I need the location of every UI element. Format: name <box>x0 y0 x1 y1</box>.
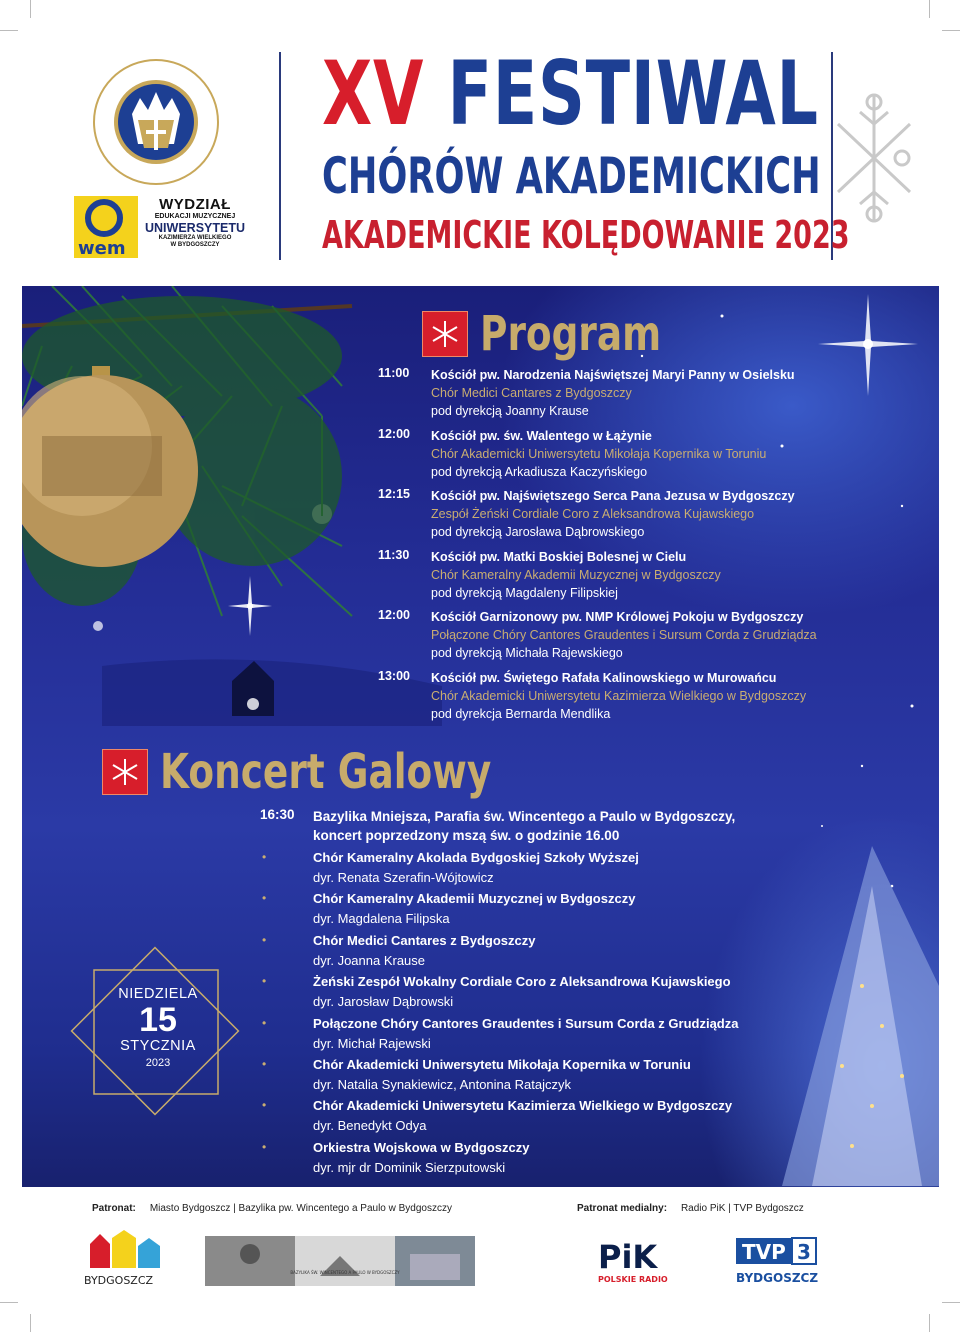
date-weekday: NIEDZIELA <box>118 986 198 1002</box>
program-item <box>378 548 898 609</box>
gala-venue-line1: Bazylika Mniejsza, Parafia św. Wincentego a Paulo w Bydgoszczy, <box>313 809 736 824</box>
gala-director: dyr. Renata Szerafin-Wójtowicz <box>313 870 494 885</box>
date-day: 15 <box>139 1001 177 1039</box>
date-month: STYCZNIA <box>120 1038 196 1054</box>
gala-item <box>260 972 820 1013</box>
gala-venue <box>313 807 833 845</box>
program-conductor: pod dyrekcją Jarosława Dąbrowskiego <box>431 525 645 539</box>
program-choir: Połączone Chóry Cantores Graudentes i Sursum Corda z Grudziądza <box>431 628 817 642</box>
program-venue: Kościół pw. Matki Boskiej Bolesnej w Cielu <box>431 549 687 564</box>
program-list <box>378 366 898 729</box>
gala-choir: Chór Medici Cantares z Bydgoszczy <box>313 932 536 948</box>
bullet: • <box>262 974 267 989</box>
crop-mark <box>929 1314 930 1332</box>
faculty-line4: KAZIMIERZA WIELKIEGO <box>158 235 232 241</box>
gala-item <box>260 848 820 889</box>
bullet: • <box>262 891 267 906</box>
gala-item <box>260 1014 820 1055</box>
media-label: Patronat medialny: <box>577 1203 668 1214</box>
bullet: • <box>262 1139 267 1154</box>
program-time: 11:00 <box>378 366 410 380</box>
crop-mark <box>0 1302 18 1303</box>
gala-director: dyr. Jarosław Dąbrowski <box>313 994 454 1010</box>
program-title: Program <box>480 306 662 362</box>
snowflake-icon <box>422 311 468 357</box>
program-item <box>378 608 898 669</box>
gala-item <box>260 1055 820 1096</box>
title-word: FESTIWAL <box>447 42 819 145</box>
program-conductor: pod dyrekcją Magdaleny Filipskiej <box>431 585 618 600</box>
gala-title: Koncert Galowy <box>160 744 492 800</box>
program-venue: Kościół pw. Świętego Rafała Kalinowskiego w Murowańcu <box>431 670 777 685</box>
gala-choir: Żeński Zespół Wokalny Cordiale Coro z Aleksandrowa Kujawskiego <box>313 974 731 990</box>
city-logo-text: BYDGOSZCZ <box>84 1274 154 1287</box>
program-conductor: pod dyrekcją Arkadiusza Kaczyńskiego <box>431 464 648 479</box>
faculty-line3: UNIWERSYTETU <box>145 221 245 235</box>
program-panel <box>22 286 939 1187</box>
gala-director: dyr. Benedykt Odya <box>313 1118 427 1134</box>
program-time: 11:30 <box>378 547 410 562</box>
crop-mark <box>30 0 31 18</box>
radio-pik-logo <box>596 1236 672 1286</box>
seal-text: UNIWERSYTET KAZIMIERZA WIELKIEGO W BYDGOSZCZY <box>92 58 120 59</box>
date-badge <box>72 986 244 1069</box>
media-value: Radio PiK | TVP Bydgoszcz <box>680 1203 804 1214</box>
festival-subtitle2: AKADEMICKIE KOLĘDOWANIE 2023 <box>322 213 850 257</box>
patronage-line <box>92 1203 452 1214</box>
crop-mark <box>942 1302 960 1303</box>
snowflake-icon <box>102 749 148 795</box>
program-choir: Chór Medici Cantares z Bydgoszczy <box>431 386 632 400</box>
gala-choir: Orkiestra Wojskowa w Bydgoszczy <box>313 1139 530 1155</box>
wem-text: wem <box>78 238 126 258</box>
program-choir: Chór Akademicki Uniwersytetu Mikołaja Kopernika w Toruniu <box>431 446 767 461</box>
basilica-photo-strip <box>205 1236 475 1286</box>
title-number: XV <box>322 42 425 145</box>
program-choir: Chór Kameralny Akademii Muzycznej w Bydgoszczy <box>431 567 721 582</box>
program-item <box>378 669 898 730</box>
bullet: • <box>262 932 267 947</box>
program-conductor: pod dyrekcją Michała Rajewskiego <box>431 646 623 660</box>
gala-venue-line2: koncert poprzedzony mszą św. o godzinie 16.00 <box>313 828 620 843</box>
gala-item <box>260 1138 820 1179</box>
gala-item <box>260 889 820 930</box>
gala-heading <box>102 744 585 800</box>
faculty-line2: EDUKACJI MUZYCZNEJ <box>154 213 236 220</box>
gala-director: dyr. Natalia Synakiewicz, Antonina Ratajczyk <box>313 1076 571 1092</box>
tvp-subtitle: BYDGOSZCZ <box>736 1271 819 1285</box>
tvp-bydgoszcz-logo <box>734 1236 820 1286</box>
program-item <box>378 427 898 488</box>
program-conductor: pod dyrekcja Bernarda Mendlika <box>431 706 611 721</box>
header-divider-left <box>279 52 281 260</box>
program-venue: Kościół pw. św. Walentego w Łążynie <box>431 428 652 443</box>
program-time: 12:15 <box>378 487 410 501</box>
gala-item <box>260 931 820 972</box>
program-time: 12:00 <box>378 426 410 441</box>
faculty-line5: W BYDGOSZCZY <box>170 242 220 248</box>
bullet: • <box>262 1015 267 1030</box>
program-item <box>378 487 898 548</box>
gala-director: dyr. Joanna Krause <box>313 952 426 968</box>
pik-text: PiK <box>598 1238 658 1276</box>
bullet: • <box>262 1098 267 1113</box>
faculty-wem-logo <box>74 196 138 258</box>
basilica-caption: BAZYLIKA ŚW. WINCENTEGO A PAULO W BYDGOSZCZY <box>290 1270 400 1275</box>
program-time: 13:00 <box>378 668 410 683</box>
program-item <box>378 366 898 427</box>
program-conductor: pod dyrekcją Joanny Krause <box>431 404 589 418</box>
program-choir: Chór Akademicki Uniwersytetu Kazimierza Wielkiego w Bydgoszczy <box>431 688 807 703</box>
program-venue: Kościół pw. Najświętszego Serca Pana Jezusa w Bydgoszczy <box>431 489 795 503</box>
gala-choir: Chór Kameralny Akolada Bydgoskiej Szkoły Wyższej <box>313 850 639 865</box>
gala-time: 16:30 <box>260 807 295 822</box>
crop-mark <box>30 1314 31 1332</box>
media-patronage-line <box>577 1203 804 1214</box>
tvp-text: TVP <box>742 1240 786 1264</box>
gala-director: dyr. Michał Rajewski <box>313 1035 431 1051</box>
program-venue: Kościół pw. Narodzenia Najświętszej Maryi Panny w Osielsku <box>431 368 795 382</box>
gala-choir: Połączone Chóry Cantores Graudentes i Sursum Corda z Grudziądza <box>313 1015 739 1031</box>
gala-choir: Chór Kameralny Akademii Muzycznej w Bydgoszczy <box>313 891 636 907</box>
gala-choir: Chór Akademicki Uniwersytetu Mikołaja Kopernika w Toruniu <box>313 1056 691 1072</box>
tvp-number: 3 <box>797 1240 811 1264</box>
crop-mark <box>942 30 960 31</box>
faculty-line1: WYDZIAŁ <box>159 196 231 213</box>
faculty-name <box>140 196 250 249</box>
gala-choir: Chór Akademicki Uniwersytetu Kazimierza Wielkiego w Bydgoszczy <box>313 1098 733 1114</box>
gala-list <box>260 848 820 1179</box>
program-venue: Kościół Garnizonowy pw. NMP Królowej Pokoju w Bydgoszczy <box>431 610 804 624</box>
crop-mark <box>929 0 930 18</box>
program-choir: Zespół Żeński Cordiale Coro z Aleksandrowa Kujawskiego <box>431 507 755 521</box>
pik-subtitle: POLSKIE RADIO <box>598 1275 668 1284</box>
gala-director: dyr. mjr dr Dominik Sierzputowski <box>313 1159 506 1175</box>
bullet: • <box>262 850 267 864</box>
date-year: 2023 <box>145 1057 171 1069</box>
patronage-label: Patronat: <box>92 1203 136 1214</box>
gala-director: dyr. Magdalena Filipska <box>313 911 450 927</box>
gala-item <box>260 1096 820 1137</box>
program-time: 12:00 <box>378 608 410 622</box>
program-heading <box>422 306 712 362</box>
festival-title <box>322 42 819 145</box>
bydgoszcz-city-logo <box>82 1230 174 1288</box>
university-seal-logo <box>92 58 220 186</box>
bullet: • <box>262 1056 267 1071</box>
snowflake-icon <box>836 88 912 228</box>
patronage-value: Miasto Bydgoszcz | Bazylika pw. Wincentego a Paulo w Bydgoszczy <box>149 1203 452 1214</box>
crop-mark <box>0 30 18 31</box>
festival-subtitle: CHÓRÓW AKADEMICKICH <box>322 147 821 205</box>
